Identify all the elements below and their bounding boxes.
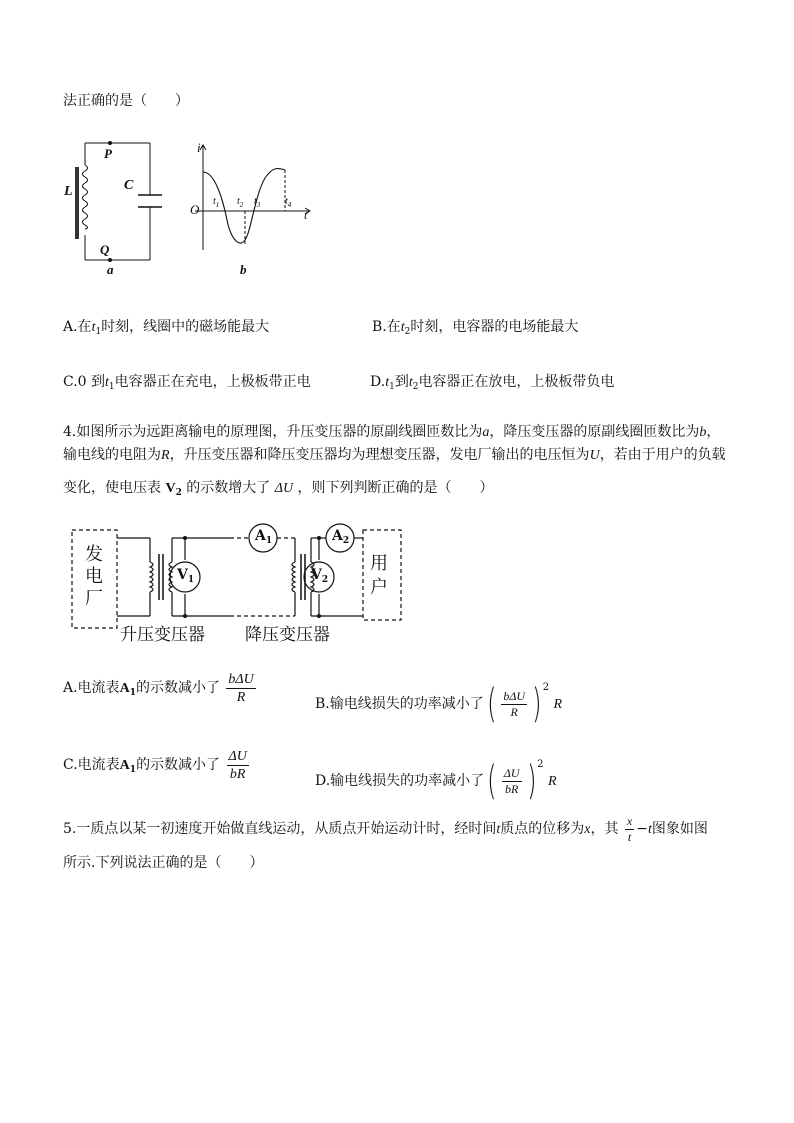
q3-option-b[interactable]: B.在$t_2$时刻，电容器的电场能最大 bbox=[372, 319, 579, 337]
q4-option-d[interactable]: D.输电线损失的功率减小了( $\frac{\Delta U}{bR}$ )$^2$ R bbox=[315, 758, 557, 804]
caption-a: a bbox=[107, 262, 114, 277]
q4-stem-line-2: 输电线的电阻为R，升压变压器和降压变压器均为理想变压器，发电厂输出的电压恒为U，若由于用户的负载 bbox=[63, 447, 726, 463]
label-P: P bbox=[104, 146, 112, 161]
step-down-transformer-label: 降压变压器 bbox=[245, 625, 330, 645]
label-C: C bbox=[124, 178, 134, 193]
axis-i-label: i bbox=[197, 140, 201, 155]
label-Q: Q bbox=[100, 242, 110, 257]
tick-t4: $t_4$ bbox=[285, 196, 292, 209]
q5-stem-line-1: 5.一质点以某一初速度开始做直线运动，从质点开始运动计时，经时间t质点的位移为x，其 $\frac{x}{t}$ −t图象如图 bbox=[63, 813, 708, 844]
tick-t2: $t_2$ bbox=[237, 196, 244, 209]
step-up-transformer-label: 升压变压器 bbox=[120, 625, 205, 645]
q4-option-c[interactable]: C.电流表$A_1$的示数减小了 $\frac{\Delta U}{bR}$ bbox=[63, 748, 247, 782]
q4-option-b[interactable]: B.输电线损失的功率减小了( $\frac{\text{bΔU}}{R}$ )$^2$ R bbox=[315, 681, 563, 727]
q3-option-a[interactable]: A.在$t_1$时刻，线圈中的磁场能最大 bbox=[63, 319, 270, 337]
voltmeter-v1-label: $V_1$ bbox=[177, 567, 195, 585]
current-time-graph bbox=[185, 140, 315, 260]
user-label: 用 户 bbox=[370, 553, 388, 598]
caption-b: b bbox=[240, 262, 247, 277]
q3-option-d[interactable]: $D.t_1$到$t_2$电容器正在放电，上极板带负电 bbox=[370, 374, 615, 392]
q4-stem-line-3: 变化，使电压表 $V_2$ 的示数增大了 ΔU ，则下列判断正确的是（ ） bbox=[63, 480, 494, 498]
origin-label: O bbox=[190, 202, 200, 217]
label-L: L bbox=[64, 184, 73, 199]
q3-stem-end: 法正确的是（ ） bbox=[63, 93, 189, 109]
power-plant-label: 发 电 厂 bbox=[85, 544, 103, 609]
voltmeter-v2-label: $V_2$ bbox=[311, 567, 329, 585]
axis-t-label: t bbox=[304, 208, 308, 222]
q5-stem-line-2: 所示.下列说法正确的是（ ） bbox=[63, 855, 264, 871]
tick-t1: $t_1$ bbox=[213, 196, 220, 209]
q4-option-a[interactable]: A.电流表$A_1$的示数减小了 $\frac{\text{bΔU}}{R}$ bbox=[63, 671, 254, 705]
q3-option-c[interactable]: C.0 到$t_1$电容器正在充电，上极板带正电 bbox=[63, 374, 311, 392]
iron-core bbox=[75, 167, 79, 239]
lc-circuit-figure bbox=[60, 135, 170, 280]
q4-stem-line-1: 4.如图所示为远距离输电的原理图，升压变压器的原副线圈匝数比为a，降压变压器的原副线圈匝数比为b， bbox=[63, 424, 721, 440]
ammeter-a2-label: $A_2$ bbox=[332, 528, 350, 546]
ammeter-a1-label: $A_1$ bbox=[255, 528, 273, 546]
tick-t3: $t_3$ bbox=[254, 196, 261, 209]
